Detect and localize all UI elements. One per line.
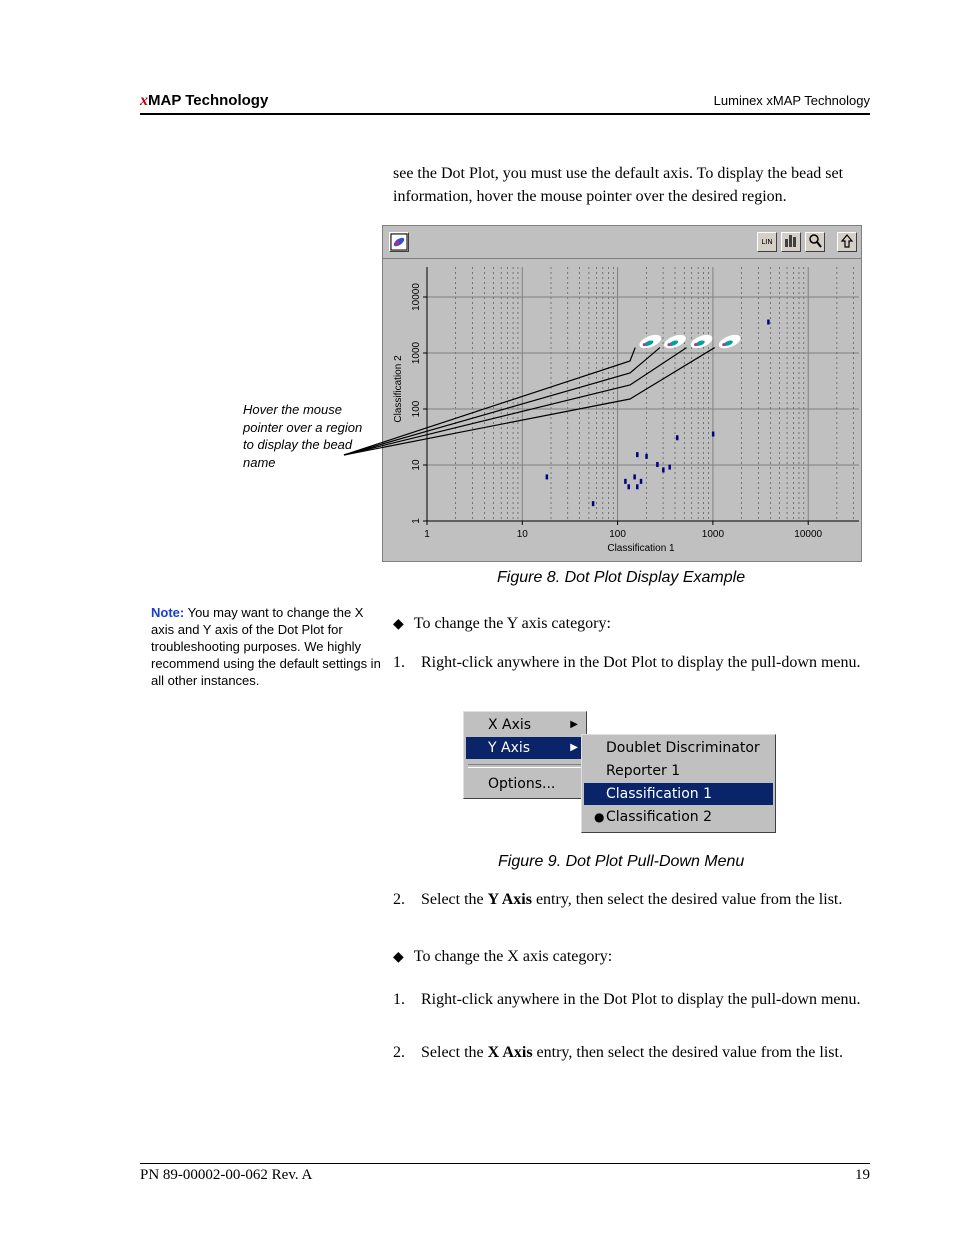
y-axis-bullet-text: To change the Y axis category: — [413, 615, 611, 632]
y-tick-label: 100 — [411, 400, 422, 418]
footer-rule — [140, 1163, 870, 1164]
step-number: 1. — [393, 991, 405, 1008]
data-point — [640, 479, 643, 484]
step-text: Right-click anywhere in the Dot Plot to display the pull-down menu. — [421, 991, 861, 1008]
note-box — [151, 604, 381, 689]
step-text: Right-click anywhere in the Dot Plot to display the pull-down menu. — [421, 654, 861, 671]
bead-region-dot — [667, 343, 670, 346]
submenu-item-classification-1[interactable]: Classification 1 — [584, 783, 773, 805]
x-axis-step-2 — [393, 1041, 863, 1064]
submenu-item-classification-2[interactable]: ● Classification 2 — [584, 806, 773, 828]
y-tick-label: 1000 — [411, 341, 422, 365]
data-point — [662, 467, 665, 472]
x-axis-bullet — [393, 945, 612, 969]
x-tick-label: 10 — [516, 529, 528, 540]
submenu-arrow-icon: ▶ — [570, 719, 578, 730]
dot-plot-figure — [382, 225, 862, 562]
data-point — [592, 501, 595, 506]
step-text: Select the Y Axis entry, then select the desired value from the list. — [421, 891, 843, 908]
context-menu — [463, 711, 587, 799]
submenu-item-reporter-1[interactable]: Reporter 1 — [606, 763, 681, 779]
check-dot-icon: ● — [594, 810, 605, 824]
data-point — [633, 474, 636, 479]
step-number: 2. — [393, 891, 405, 908]
plot-background — [383, 259, 861, 561]
y-tick-label: 1 — [411, 518, 422, 524]
up-arrow-icon[interactable] — [837, 232, 857, 252]
footer-part-number: PN 89-00002-00-062 Rev. A — [140, 1167, 313, 1183]
data-point — [767, 320, 770, 325]
note-text: You may want to change the X axis and Y axis of the Dot Plot for troubleshooting purposes. We highly recommend using the default settings in all other instances. — [151, 605, 381, 688]
dot-plot-chart[interactable] — [383, 259, 861, 561]
y-axis-submenu — [581, 734, 776, 833]
submenu-item-doublet-discriminator[interactable]: Doublet Discriminator — [606, 740, 760, 756]
brand-title: MAP Technology — [148, 92, 269, 109]
x-tick-label: 100 — [609, 529, 626, 540]
header-brand — [140, 92, 268, 110]
y-axis-step-1 — [393, 651, 863, 674]
brand-prefix: x — [140, 92, 148, 109]
bead-region-dot — [694, 343, 697, 346]
dot-plot-toolbar — [383, 226, 861, 259]
x-tick-label: 10000 — [794, 529, 823, 540]
step-text: Select the X Axis entry, then select the desired value from the list. — [421, 1044, 843, 1061]
y-axis-label: Classification 2 — [393, 355, 404, 423]
y-tick-label: 10000 — [411, 283, 422, 311]
data-point — [676, 435, 679, 440]
data-point — [656, 462, 659, 467]
y-axis-step-2 — [393, 888, 863, 911]
data-point — [624, 479, 627, 484]
menu-item-options[interactable]: Options... — [488, 776, 556, 792]
header-rule — [140, 113, 870, 115]
data-point — [645, 454, 648, 459]
x-axis-bullet-text: To change the X axis category: — [413, 948, 613, 965]
step-number: 1. — [393, 654, 405, 671]
zoom-icon[interactable] — [805, 232, 825, 252]
figure-8-caption: Figure 8. Dot Plot Display Example — [497, 569, 746, 586]
menu-item-y-axis[interactable]: Y Axis ▶ — [466, 737, 584, 759]
data-point — [636, 452, 639, 457]
figure-9-caption: Figure 9. Dot Plot Pull-Down Menu — [498, 853, 745, 870]
x-axis-label: Classification 1 — [607, 543, 675, 554]
header-right-title: Luminex xMAP Technology — [713, 93, 870, 108]
step-number: 2. — [393, 1044, 405, 1061]
linear-scale-button[interactable]: LIN — [757, 232, 777, 252]
page-number: 19 — [855, 1167, 870, 1183]
hover-callout: Hover the mouse pointer over a region to display the bead name — [243, 402, 363, 470]
data-point — [627, 484, 630, 489]
submenu-arrow-icon: ▶ — [570, 742, 578, 753]
bead-region-dot — [643, 343, 646, 346]
data-point — [546, 474, 549, 479]
menu-separator — [468, 764, 582, 768]
data-point — [636, 484, 639, 489]
menu-item-x-axis[interactable]: X Axis ▶ — [466, 714, 584, 736]
histogram-icon[interactable] — [781, 232, 801, 252]
y-tick-label: 10 — [411, 459, 422, 471]
x-tick-label: 1 — [424, 529, 430, 540]
y-axis-bullet — [393, 612, 611, 636]
data-point — [712, 432, 715, 437]
bead-region-dot — [722, 343, 725, 346]
intro-paragraph: see the Dot Plot, you must use the default axis. To display the bead set information, hover the mouse pointer over the desired region. — [393, 165, 844, 205]
x-axis-step-1 — [393, 988, 863, 1011]
diamond-bullet-icon: ◆ — [393, 950, 404, 965]
diamond-bullet-icon: ◆ — [393, 617, 404, 632]
note-label: Note: — [151, 605, 185, 620]
data-point — [668, 465, 671, 470]
x-tick-label: 1000 — [701, 529, 725, 540]
dot-plot-icon[interactable] — [389, 232, 409, 252]
